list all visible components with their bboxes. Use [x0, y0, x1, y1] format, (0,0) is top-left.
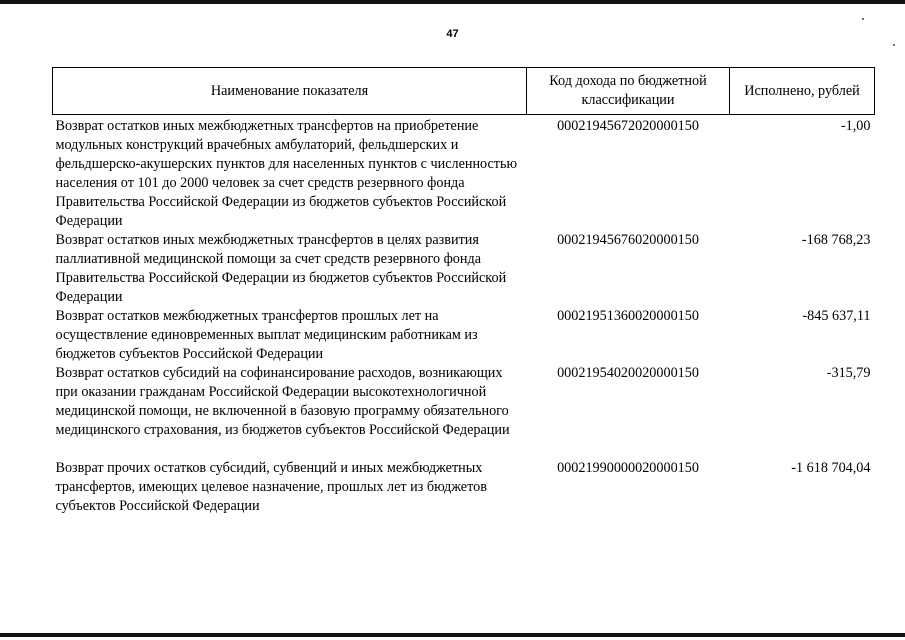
row-code: 00021951360020000150 [557, 308, 699, 324]
top-border-rule [0, 0, 905, 4]
table-row [53, 231, 875, 307]
row-amount: -845 637,11 [802, 308, 871, 324]
row-name: Возврат остатков субсидий на софинансирование расходов, возникающих при оказании гражданам Российской Федерации высокотехнологичной медицинской помощи, не включенной в базовую программу обязательного медицинского страхования, из бюджетов субъектов Российской Федерации [55, 365, 510, 438]
header-amount: Исполнено, рублей [730, 68, 875, 115]
bottom-border-rule [0, 633, 905, 637]
row-name: Возврат прочих остатков субсидий, субвенций и иных межбюджетных трансфертов, имеющих целевое назначение, прошлых лет из бюджетов субъектов Российской Федерации [55, 460, 487, 514]
scan-speck [862, 18, 864, 20]
row-code: 00021954020020000150 [557, 365, 699, 381]
row-code: 00021945672020000150 [557, 118, 699, 134]
table-row [53, 364, 875, 459]
row-name: Возврат остатков иных межбюджетных трансфертов на приобретение модульных конструкций врачебных амбулаторий, фельдшерских и фельдшерско-акушерских пунктов для населенных пунктов с численностью населения от 101 до 2000 человек за счет средств резервного фонда Правительства Российской Федерации из бюджетов субъектов Российской Федерации [55, 118, 518, 229]
row-code: 00021945676020000150 [557, 232, 699, 248]
budget-table [52, 67, 875, 516]
row-amount: -1 618 704,04 [791, 460, 871, 476]
page-number: 47 [446, 28, 459, 40]
table-row [53, 459, 875, 516]
table-header-row [53, 68, 875, 115]
scan-speck [893, 44, 895, 46]
header-code: Код дохода по бюджетной классификации [527, 68, 730, 115]
row-name: Возврат остатков межбюджетных трансфертов прошлых лет на осуществление единовременных выплат медицинским работникам из бюджетов субъектов Российской Федерации [55, 308, 478, 362]
row-amount: -168 768,23 [801, 232, 871, 248]
row-code: 00021990000020000150 [557, 460, 699, 476]
row-name: Возврат остатков иных межбюджетных трансфертов в целях развития паллиативной медицинской помощи за счет средств резервного фонда Правительства Российской Федерации из бюджетов субъектов Российской Федерации [55, 232, 507, 305]
table-row [53, 115, 875, 232]
row-amount: -315,79 [826, 365, 871, 381]
row-amount: -1,00 [840, 118, 871, 134]
table-row [53, 307, 875, 364]
header-name: Наименование показателя [53, 68, 527, 115]
